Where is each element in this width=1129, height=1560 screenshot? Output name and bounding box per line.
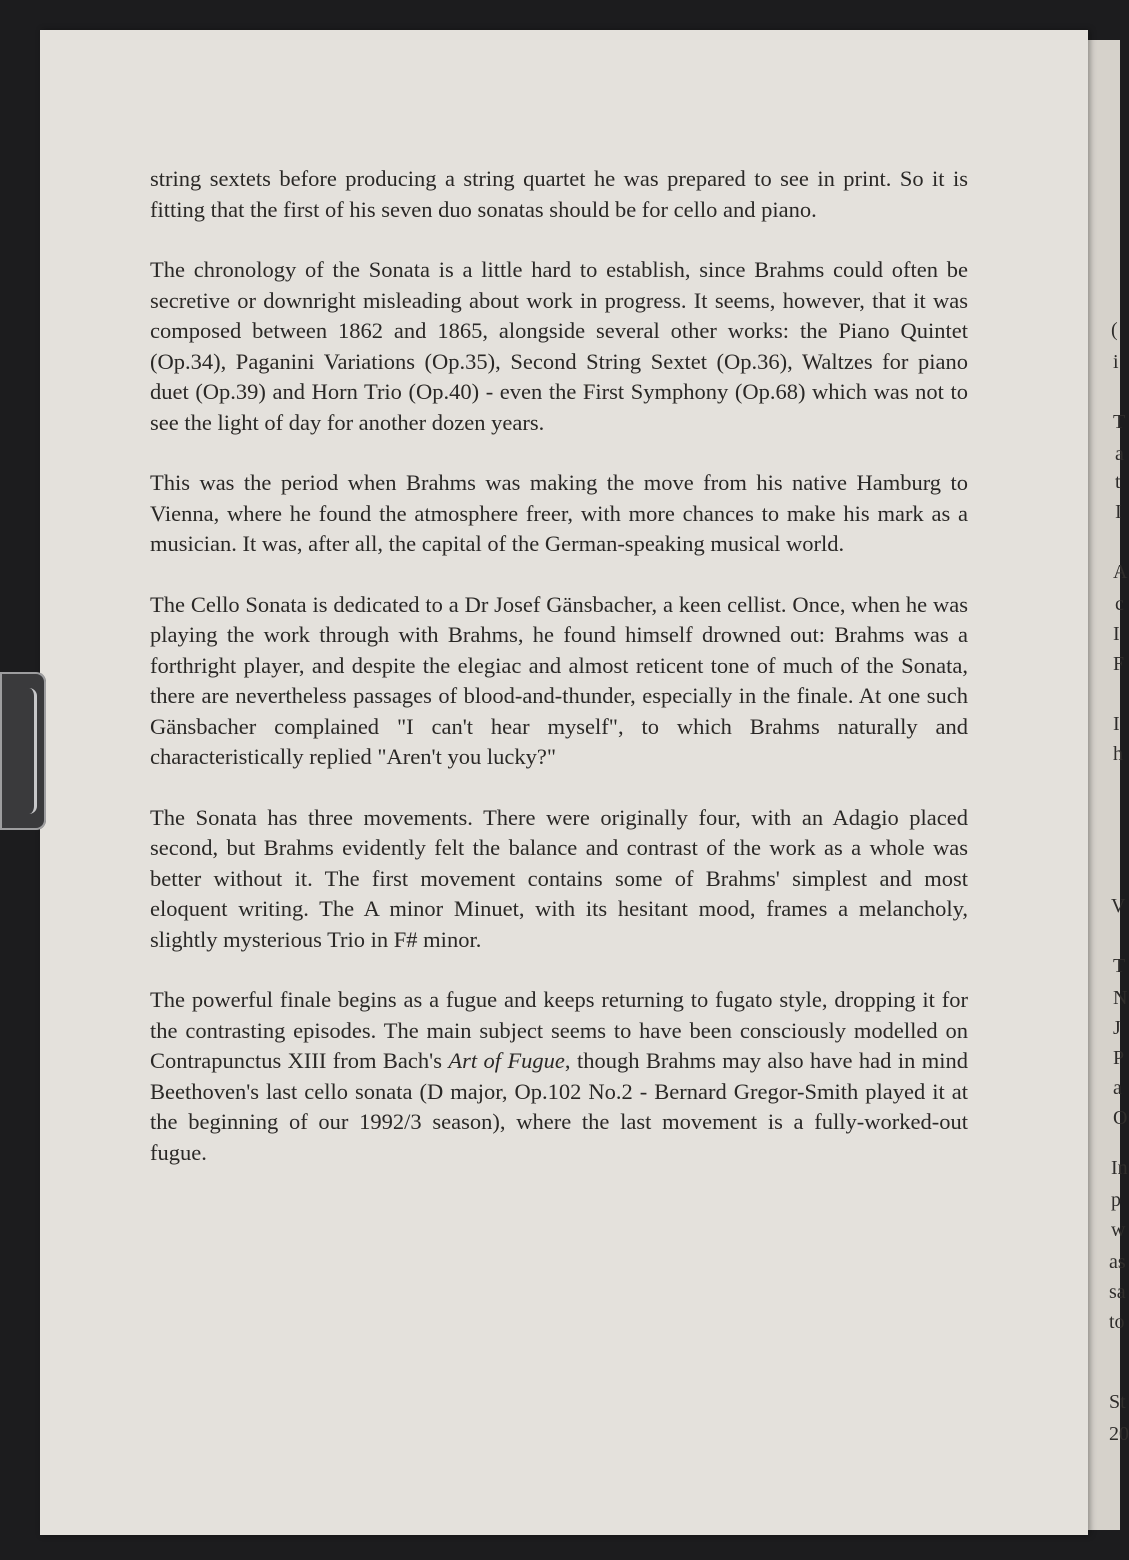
page-body: [150, 164, 968, 1198]
edge-glyph: c: [1115, 593, 1124, 615]
edge-glyph: t: [1115, 471, 1121, 493]
edge-glyph: p: [1111, 1189, 1121, 1211]
edge-glyph: a: [1115, 443, 1124, 465]
paragraph-text: , though Brahms may also have had in mind Beethoven's last cello sonata (D major, Op.102 No.2 - Bernard Gregor-Smith played it at the beginning of our 1992/3 season), where the last movement is a fully-worked-out fugue.: [150, 1048, 968, 1165]
edge-glyph: J: [1113, 1017, 1121, 1039]
binder-clip-wire: [4, 688, 37, 814]
edge-glyph: In: [1111, 1157, 1128, 1179]
paragraph-finale: [150, 985, 968, 1168]
edge-glyph: I: [1113, 713, 1120, 735]
edge-glyph: a: [1113, 1077, 1122, 1099]
binder-clip: [0, 672, 46, 830]
paragraph-text: The powerful finale begins as a fugue and keeps returning to fugato style, dropping it for the contrasting episodes. The main subject seems to have been consciously modelled on Contrapunctus XIII from Bach's: [150, 987, 968, 1073]
edge-glyph: F: [1113, 653, 1125, 675]
edge-glyph: T: [1113, 411, 1126, 433]
italic-title: Art of Fugue: [448, 1048, 565, 1073]
edge-glyph: St: [1109, 1391, 1126, 1413]
paragraph: The chronology of the Sonata is a little hard to establish, since Brahms could often be secretive or downright misleading about work in progress. It seems, however, that it was composed between 1862 and 1865, alongside several other works: the Piano Quintet (Op.34), Paganini Variations (Op.35), Second String Sextet (Op.36), Waltzes for piano duet (Op.39) and Horn Trio (Op.40) - even the First Symphony (Op.68) which was not to see the light of day for another dozen years.: [150, 257, 968, 435]
edge-glyph: V: [1111, 895, 1126, 917]
edge-glyph: (: [1111, 319, 1118, 341]
edge-glyph: I: [1115, 501, 1122, 523]
edge-glyph: O: [1113, 1107, 1128, 1129]
edge-glyph: i: [1113, 351, 1119, 373]
paragraph: The Sonata has three movements. There were originally four, with an Adagio placed second, but Brahms evidently felt the balance and contrast of the work as a whole was better without it. The first movement contains some of Brahms' simplest and most eloquent writing. The A minor Minuet, with its hesitant mood, frames a melancholy, slightly mysterious Trio in F# minor.: [150, 804, 968, 952]
edge-glyph: 20: [1109, 1423, 1129, 1445]
edge-glyph: P: [1113, 1047, 1125, 1069]
edge-glyph: h: [1113, 743, 1123, 765]
edge-glyph: A: [1113, 561, 1128, 583]
edge-glyph: sa: [1109, 1281, 1126, 1303]
paragraph: The Cello Sonata is dedicated to a Dr Josef Gänsbacher, a keen cellist. Once, when he was playing the work through with Brahms, he found himself drowned out: Brahms was a forthright player, and despite the elegiac and almost reticent tone of much of the Sonata, there are nevertheless passages of blood-and-thunder, especially in the finale. At one such Gänsbacher complained "I can't hear myself", to which Brahms naturally and characteristically replied "Aren't you lucky?": [150, 591, 968, 769]
document-page: [40, 30, 1088, 1535]
edge-glyph: I: [1113, 623, 1120, 645]
edge-glyph: T: [1113, 955, 1126, 977]
edge-glyph: as: [1109, 1251, 1126, 1273]
paragraph: This was the period when Brahms was making the move from his native Hamburg to Vienna, where he found the atmosphere freer, with more chances to make his mark as a musician. It was, after all, the capital of the German-speaking musical world.: [150, 470, 968, 556]
edge-glyph: w: [1111, 1219, 1126, 1241]
paragraph: string sextets before producing a string quartet he was prepared to see in print. So it is fitting that the first of his seven duo sonatas should be for cello and piano.: [150, 166, 968, 222]
edge-glyph: N: [1113, 987, 1128, 1009]
edge-glyph: to: [1109, 1311, 1125, 1333]
